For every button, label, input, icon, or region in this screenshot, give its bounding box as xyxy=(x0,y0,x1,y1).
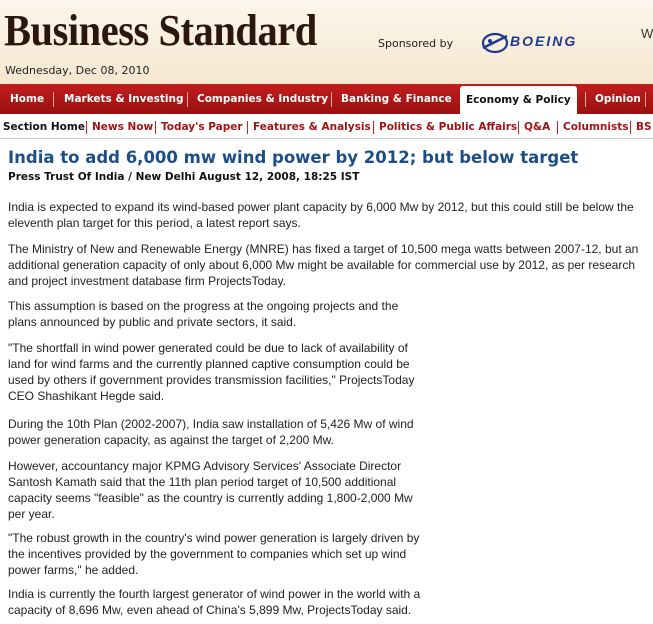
article-paragraph: India is currently the fourth largest generator of wind power in the world with a capacity of 8,696 Mw, even ahead of China's 5,899 Mw, ProjectsToday said. xyxy=(8,587,421,617)
boeing-emblem-icon xyxy=(480,28,510,56)
subnav-columnists[interactable]: Columnists xyxy=(563,121,629,133)
subnav-divider xyxy=(557,121,558,134)
article-byline: Press Trust Of India / New Delhi August 12, 2008, 18:25 IST xyxy=(8,171,360,183)
nav-divider xyxy=(331,92,332,107)
nav-home[interactable]: Home xyxy=(10,93,45,105)
nav-divider xyxy=(187,92,188,107)
article-paragraph: "The shortfall in wind power generated could be due to lack of availability of land for wind farms and the currently planned captive consumption could be used by others if government provides transmission facilities," ProjectsToday CEO Shashikant Hegde said. xyxy=(8,341,415,403)
subnav-bs[interactable]: BS xyxy=(636,121,652,133)
sponsor-logo-text: BOEING xyxy=(510,33,578,49)
nav-banking-finance[interactable]: Banking & Finance xyxy=(341,93,452,105)
masthead xyxy=(0,0,653,84)
subnav-qa[interactable]: Q&A xyxy=(524,121,551,133)
subnav-divider xyxy=(247,121,248,134)
article-paragraph: However, accountancy major KPMG Advisory Services' Associate Director Santosh Kamath said that the 11th plan period target of 10,500 additional capacity seems "feasible" as the country is currently adding 1,800-2,000 Mw per year. xyxy=(8,459,413,521)
subnav-divider xyxy=(86,121,87,134)
nav-divider xyxy=(585,92,586,107)
article-paragraph: This assumption is based on the progress at the ongoing projects and the plans announced by public and private sectors, it said. xyxy=(8,299,399,329)
article-paragraph: India is expected to expand its wind-based power plant capacity by 6,000 Mw by 2012, but this could still be below the eleventh plan target for this period, a latest report says. xyxy=(8,200,634,230)
article-paragraph: "The robust growth in the country's wind power generation is largely driven by the incentives provided by the government to companies which set up wind power farms," he added. xyxy=(8,531,420,577)
sponsor-logo[interactable] xyxy=(480,28,612,58)
subnav-todays-paper[interactable]: Today's Paper xyxy=(161,121,243,133)
subnav-section-home[interactable]: Section Home xyxy=(3,121,85,133)
subnav-divider xyxy=(155,121,156,134)
article-headline: India to add 6,000 mw wind power by 2012; but below target xyxy=(8,148,579,167)
current-date: Wednesday, Dec 08, 2010 xyxy=(5,64,150,77)
subnav-politics-public-affairs[interactable]: Politics & Public Affairs xyxy=(379,121,518,133)
nav-divider xyxy=(53,92,54,107)
article-paragraph: The Ministry of New and Renewable Energy (MNRE) has fixed a target of 10,500 mega watts between 2007-12, but an additional generation capacity of only about 6,000 Mw might be available for commercial use by 2012, as per research and project investment database firm ProjectsToday. xyxy=(8,242,639,288)
article-paragraph: During the 10th Plan (2002-2007), India saw installation of 5,426 Mw of wind power generation capacity, as against the target of 2,200 Mw. xyxy=(8,417,414,447)
section-subnav xyxy=(0,114,653,139)
subnav-divider xyxy=(518,121,519,134)
nav-economy-policy[interactable]: Economy & Policy xyxy=(460,86,577,114)
subnav-news-now[interactable]: News Now xyxy=(92,121,154,133)
sponsor-label: Sponsored by xyxy=(378,37,454,50)
subnav-divider xyxy=(630,121,631,134)
masthead-truncated-text: W xyxy=(641,26,653,41)
subnav-divider xyxy=(373,121,374,134)
nav-markets-investing[interactable]: Markets & Investing xyxy=(64,93,184,105)
nav-companies-industry[interactable]: Companies & Industry xyxy=(197,93,329,105)
main-nav xyxy=(0,84,653,114)
nav-divider xyxy=(645,92,646,107)
nav-opinion[interactable]: Opinion xyxy=(595,93,641,105)
site-logo[interactable]: Business Standard xyxy=(4,6,317,55)
subnav-features-analysis[interactable]: Features & Analysis xyxy=(253,121,371,133)
